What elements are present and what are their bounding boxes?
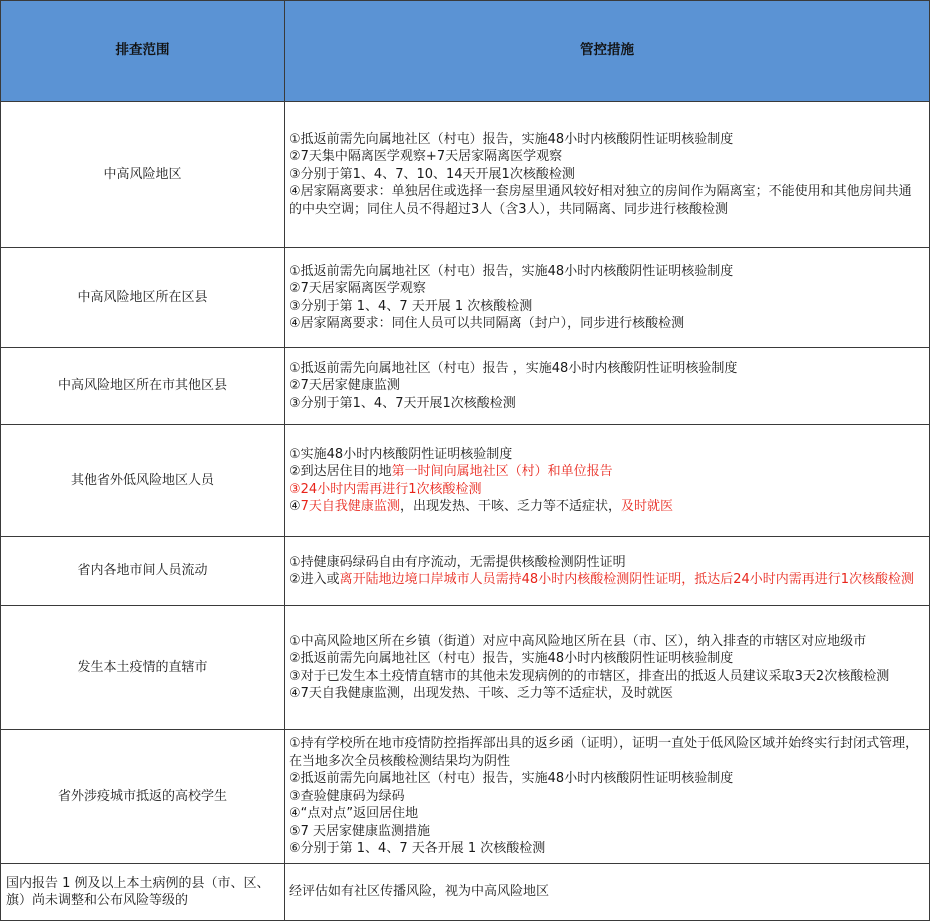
measure-item: [289, 770, 923, 788]
measures-cell: [285, 864, 930, 921]
scope-cell: 其他省外低风险地区人员: [1, 425, 285, 537]
scope-cell: 中高风险地区所在市其他区县: [1, 348, 285, 425]
measure-text: ③查验健康码为绿码: [289, 788, 405, 804]
measure-text: ①抵返前需先向属地社区（村屯）报告，实施48小时内核酸阴性证明核验制度: [289, 131, 734, 147]
measure-text: ③分别于第1、4、7、10、14天开展1次核酸检测: [289, 166, 575, 182]
measure-item: [289, 183, 923, 218]
measure-text: ①实施48小时内核酸阴性证明核验制度: [289, 446, 513, 462]
measure-item: [289, 685, 923, 703]
scope-cell: 省外涉疫城市抵返的高校学生: [1, 730, 285, 864]
measure-text: ②7天居家隔离医学观察: [289, 281, 426, 296]
table-row: [1, 102, 930, 248]
header-row: [1, 1, 930, 102]
measures-cell: [285, 425, 930, 537]
scope-cell: 发生本土疫情的直辖市: [1, 606, 285, 730]
measure-item: [289, 554, 923, 572]
measure-item: [289, 463, 923, 481]
measure-item: [289, 298, 923, 316]
measure-item: [289, 668, 923, 686]
table-row: [1, 730, 930, 864]
scope-cell: 国内报告 1 例及以上本土病例的县（市、区、旗）尚未调整和公布风险等级的: [1, 864, 285, 921]
measure-text: ②7天集中隔离医学观察+7天居家隔离医学观察: [289, 149, 563, 165]
measure-text: ①抵返前需先向属地社区（村屯）报告，实施48小时内核酸阴性证明核验制度: [289, 263, 734, 279]
measure-text: ④“点对点”返回居住地: [289, 806, 419, 822]
measure-text: ①持健康码绿码自由有序流动，无需提供核酸检测阴性证明: [289, 554, 626, 570]
measure-text: ②抵返前需先向属地社区（村屯）报告，实施48小时内核酸阴性证明核验制度: [289, 651, 734, 666]
measure-item: [289, 498, 923, 516]
measure-text: ①持有学校所在地市疫情防控指挥部出具的返乡函（证明），证明一直处于低风险区域并始终实行封闭式管理，在当地多次全员核酸检测结果均为阴性: [289, 736, 919, 769]
measure-item: [289, 377, 923, 395]
table-row: [1, 606, 930, 730]
measures-cell: [285, 102, 930, 248]
measure-item: [289, 280, 923, 298]
measure-text: ②7天居家健康监测: [289, 378, 400, 394]
measure-text: ④7天自我健康监测，出现发热、干咳、乏力等不适症状，及时就医: [289, 686, 673, 701]
measure-item: [289, 263, 923, 281]
measure-item: [289, 788, 923, 806]
measure-text: ④居家隔离要求：同住人员可以共同隔离（封户），同步进行核酸检测: [289, 316, 685, 331]
measure-text: ②进入或: [289, 572, 340, 587]
scope-cell: 中高风险地区: [1, 102, 285, 248]
measure-text: ①抵返前需先向属地社区（村屯）报告 ，实施48小时内核酸阴性证明核验制度: [289, 360, 738, 376]
measure-item: [289, 395, 923, 413]
measure-item: [289, 840, 923, 858]
measure-text: ⑥分别于第 1、4、7 天各开展 1 次核酸检测: [289, 841, 546, 857]
measure-item: [289, 650, 923, 668]
measure-item: [289, 823, 923, 841]
measure-item: [289, 633, 923, 651]
highlighted-text: 离开陆地边境口岸城市人员需持48小时内核酸检测阴性证明，抵达后24小时内需再进行1次核酸检测: [339, 572, 915, 587]
measure-item: [289, 360, 923, 378]
highlighted-text: ③24小时内需再进行1次核酸检测: [289, 481, 482, 497]
measure-text: ④: [289, 499, 301, 514]
measures-cell: [285, 730, 930, 864]
measure-item: [289, 148, 923, 166]
measure-item: [289, 446, 923, 464]
measures-cell: [285, 248, 930, 348]
measure-item: [289, 735, 923, 770]
header-measures: 管控措施: [285, 1, 930, 102]
header-scope: 排查范围: [1, 1, 285, 102]
measure-text: ③分别于第 1、4、7 天开展 1 次核酸检测: [289, 298, 533, 314]
measure-item: [289, 883, 923, 901]
measure-text: ②抵返前需先向属地社区（村屯）报告，实施48小时内核酸阴性证明核验制度: [289, 771, 734, 787]
table-row: [1, 537, 930, 606]
highlighted-text: 第一时间向属地社区（村）和单位报告: [391, 464, 613, 479]
measure-text: ③分别于第1、4、7天开展1次核酸检测: [289, 395, 516, 411]
measures-cell: [285, 348, 930, 425]
highlighted-text: 及时就医: [620, 499, 673, 514]
measure-text: 经评估如有社区传播风险，视为中高风险地区: [289, 884, 550, 900]
measures-cell: [285, 606, 930, 730]
table-row: [1, 864, 930, 921]
scope-cell: 中高风险地区所在区县: [1, 248, 285, 348]
scope-cell: 省内各地市间人员流动: [1, 537, 285, 606]
measure-text: ⑤7 天居家健康监测措施: [289, 823, 431, 839]
table-row: [1, 425, 930, 537]
measure-text: ④居家隔离要求：单独居住或选择一套房屋里通风较好相对独立的房间作为隔离室；不能使用和其他房间共通的中央空调；同住人员不得超过3人（含3人），共同隔离、同步进行核酸检测: [289, 184, 912, 217]
highlighted-text: 7天自我健康监测: [300, 499, 400, 514]
measure-text: ，出现发热、干咳、乏力等不适症状，: [399, 499, 621, 514]
measure-item: [289, 166, 923, 184]
table-body: [1, 102, 930, 921]
table-row: [1, 248, 930, 348]
measure-item: [289, 481, 923, 499]
table-row: [1, 348, 930, 425]
measure-item: [289, 805, 923, 823]
measure-text: ②到达居住目的地: [289, 464, 392, 479]
measure-item: [289, 571, 923, 589]
measure-text: ①中高风险地区所在乡镇（街道）对应中高风险地区所在县（市、区），纳入排查的市辖区对应地级市: [289, 633, 867, 649]
measure-text: ③对于已发生本土疫情直辖市的其他未发现病例的的市辖区，排查出的抵返人员建议采取3天2次核酸检测: [289, 668, 890, 684]
measure-item: [289, 315, 923, 333]
measure-item: [289, 131, 923, 149]
measures-cell: [285, 537, 930, 606]
